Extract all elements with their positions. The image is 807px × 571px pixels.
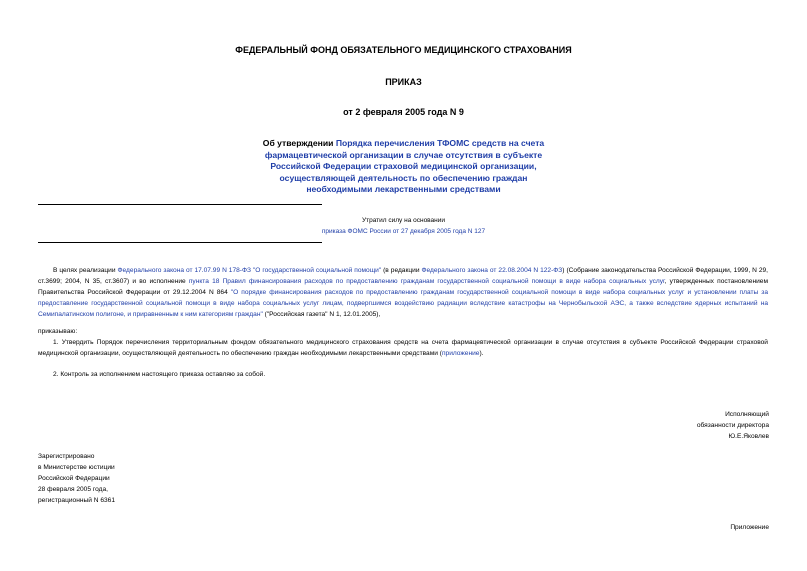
title-link-line-2[interactable]: фармацевтической организации в случае отсутствия в субъекте [264, 149, 543, 160]
title-link-line-5[interactable]: необходимыми лекарственными средствами [306, 184, 501, 194]
registration-line-1: Зарегистрировано [38, 453, 95, 460]
federal-law-178-link[interactable]: Федерального закона от 17.07.99 N 178-ФЗ "О государственной социальной помощи" [117, 267, 382, 274]
federal-law-122-link[interactable]: Федерального закона от 22.08.2004 N 122-ФЗ [421, 267, 563, 274]
resolution-864-link[interactable]: "О порядке финансирования расходов по предоставлению гражданам государственной социальной помощи в виде набора социальных услуг и установлении платы за предоставление государственной социальной помощи в виде набора социальных услуг лицам, подвергшимся воздействию радиации вследствие катастрофы на Чернобыльской АЭС, а также вследствие ядерных испытаний на Семипалатинском полигоне, и приравненным к ним категориям граждан" [38, 289, 768, 318]
signature-line-3: Ю.Е.Яковлев [728, 433, 769, 440]
registration-line-2: в Министерстве юстиции [38, 464, 115, 471]
title-link-line-4[interactable]: осуществляющей деятельность по обеспечению граждан [279, 172, 528, 183]
item1-text: 1. Утвердить Порядок перечисления территориальным фондом обязательного медицинского страхования средств на счета фармацевтической организации в случае отсутствия в субъекте Российской Федерации страховой медицинской организации, осуществляющей деятельность по обеспечению граждан необходимыми лекарственными средствами ( [38, 339, 768, 357]
preamble-text-3: ) (Собрание законодательства Российской Федерации, 1999, N 29, ст.3699; 2004, N 35, ст.3607) и во исполнение [38, 267, 768, 285]
divider-bottom [38, 242, 322, 243]
signature-block [697, 409, 769, 442]
preamble-paragraph [38, 265, 768, 320]
registration-line-5: регистрационный N 6361 [38, 497, 116, 504]
divider-top [38, 204, 322, 205]
title-prefix: Об утверждении [262, 138, 336, 148]
signature-line-1: Исполняющий [725, 411, 769, 418]
order-item-2: 2. Контроль за исполнением настоящего приказа оставляю за собой. [53, 371, 266, 378]
lost-force-line: Утратил силу на основании [361, 217, 446, 224]
document-title [0, 138, 807, 196]
appendix-link[interactable]: приложение [441, 350, 480, 357]
title-link-line-3[interactable]: Российской Федерации страховой медицинской организации, [270, 161, 537, 171]
rules-point-18-link[interactable]: пункта 18 Правил финансирования расходов по предоставлению гражданам государственной социальной помощи в виде набора социальных услуг [188, 278, 665, 285]
organization-name: ФЕДЕРАЛЬНЫЙ ФОНД ОБЯЗАТЕЛЬНОГО МЕДИЦИНСКОГО СТРАХОВАНИЯ [235, 45, 572, 55]
signature-line-2: обязанности директора [696, 422, 769, 429]
order-item-1 [38, 337, 768, 359]
preamble-text-4: , утвержденных постановлением Правительства Российской Федерации от 29.12.2004 N 864 [38, 278, 768, 296]
title-link-line-1[interactable]: Порядка перечисления ТФОМС средств на счета [335, 138, 545, 148]
preamble-text-2: (в редакции [381, 267, 422, 274]
registration-line-4: 28 февраля 2005 года, [38, 486, 108, 493]
registration-block [38, 451, 115, 506]
appendix-label: Приложение [730, 524, 769, 531]
order-word: приказываю: [38, 328, 78, 335]
preamble-text-1: В целях реализации [53, 267, 118, 274]
registration-line-3: Российской Федерации [38, 475, 110, 482]
lost-force-note [0, 215, 807, 237]
document-date: от 2 февраля 2005 года N 9 [343, 107, 464, 117]
document-type: ПРИКАЗ [385, 77, 422, 87]
preamble-text-5: ("Российская газета" N 1, 12.01.2005), [262, 311, 381, 318]
item1-end: ). [479, 350, 484, 357]
lost-force-link[interactable]: приказа ФОМС России от 27 декабря 2005 года N 127 [321, 228, 486, 235]
